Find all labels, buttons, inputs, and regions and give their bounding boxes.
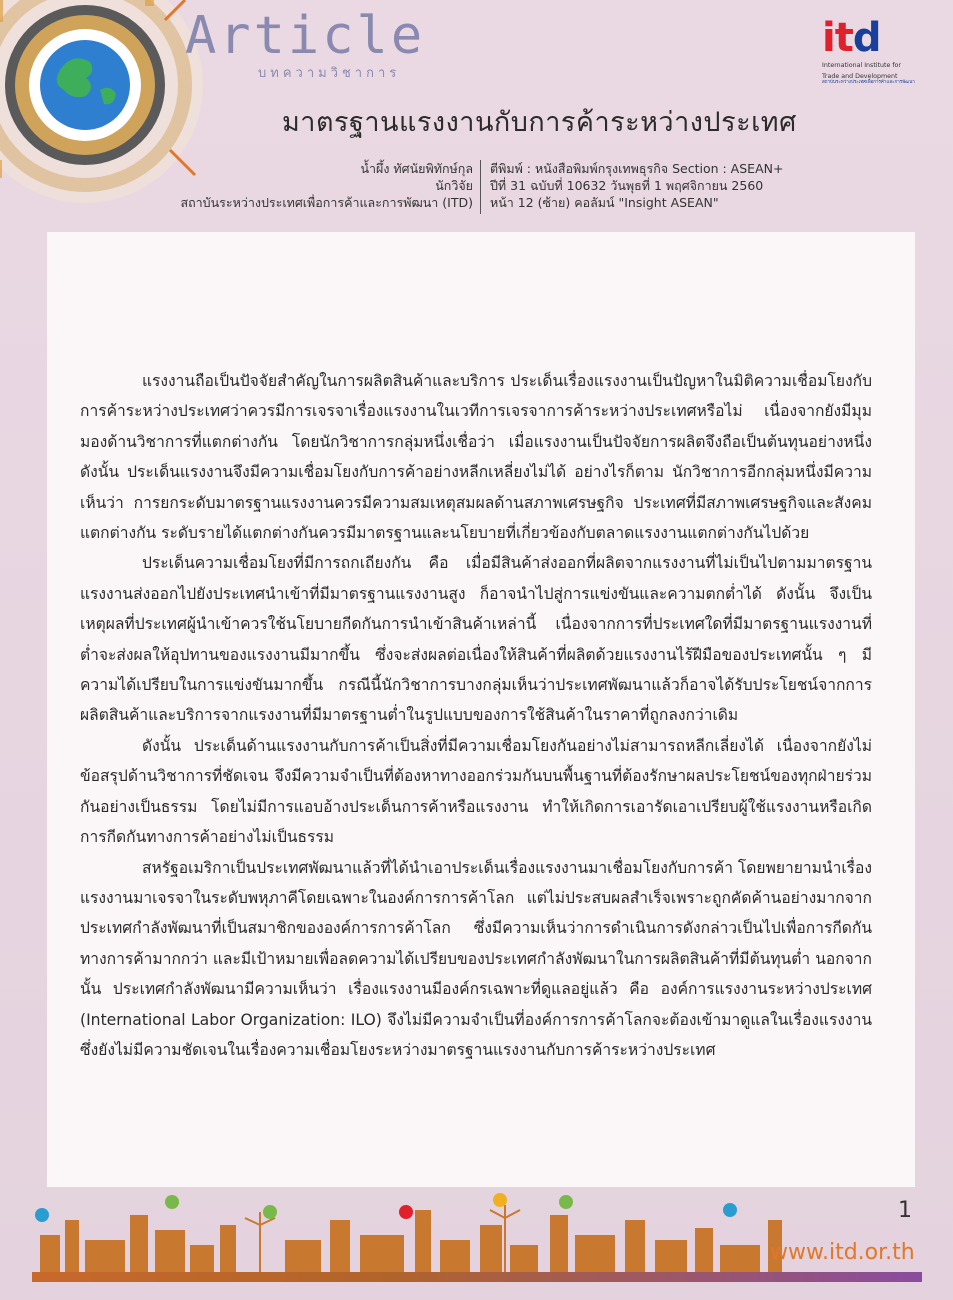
body-paragraph-4: สหรัฐอเมริกาเป็นประเทศพัฒนาแล้วที่ได้นำเอาประเด็นเรื่องแรงงานมาเชื่อมโยงกับการค้า โดยพยายามนำเรื่องแรงงานมาเจรจาในระดับพหุภาคีโดยเฉพาะในองค์การการค้าโลก แต่ไม่ประสบผลสำเร็จเพราะถูกคัดค้านอย่างมากจากประเทศกำลังพัฒนาที่เป็นสมาชิกขององค์การการค้าโลก ซึ่งมีความเห็นว่าการดำเนินการดังกล่าวเป็นไปเพื่อการกีดกันทางการค้ามากกว่า และมีเป้าหมายเพื่อลดความได้เปรียบของประเทศกำลังพัฒนาในการผลิตสินค้าที่มีต้นทุนต่ำ นอกจากนั้น ประเทศกำลังพัฒนามีความเห็นว่า เรื่องแรงงานมีองค์กรเฉพาะที่ดูแลอยู่แล้ว คือ องค์การแรงงานระหว่างประเทศ (International Labor Organization: ILO) จึงไม่มีความจำเป็นที่องค์การการค้าโลกจะต้องเข้ามาดูแลในเรื่องแรงงานซึ่งยังไม่มีความชัดเจนในเรื่องความเชื่อมโยงระหว่างมาตรฐานแรงงานกับการค้าระหว่างประเทศ — [80, 858, 873, 1059]
city-skyline-illustration — [30, 1190, 920, 1285]
header-divider — [480, 160, 481, 214]
article-subheading: บทความวิชาการ — [258, 66, 401, 81]
publication-line-2: ปีที่ 31 ฉบับที่ 10632 วันพุธที่ 1 พฤศจิกายน 2560 — [490, 178, 764, 193]
page-title: มาตรฐานแรงงานกับการค้าระหว่างประเทศ — [282, 107, 797, 138]
body-paragraph-1: แรงงานถือเป็นปัจจัยสำคัญในการผลิตสินค้าและบริการ ประเด็นเรื่องแรงงานเป็นปัญหาในมิติความเชื่อมโยงกับการค้าระหว่างประเทศว่าควรมีการเจรจาเรื่องแรงงานในเวทีการเจรจาการค้าระหว่างประเทศหรือไม่ เนื่องจากยังมีมุมมองด้านวิชาการที่แตกต่างกัน โดยนักวิชาการกลุ่มหนึ่งเชื่อว่า เมื่อแรงงานเป็นปัจจัยการผลิตจึงถือเป็นต้นทุนอย่างหนึ่ง ดังนั้น ประเด็นแรงงานจึงมีความเชื่อมโยงกับการค้าอย่างหลีกเหลี่ยงไม่ได้ อย่างไรก็ตาม นักวิชาการอีกกลุ่มหนึ่งมีความเห็นว่า การยกระดับมาตรฐานแรงงานควรมีความสมเหตุสมผลด้านสภาพเศรษฐกิจ ประเทศที่มีสภาพเศรษฐกิจและสังคมแตกต่างกัน ระดับรายได้แตกต่างกันควรมีมาตรฐานและนโยบายที่เกี่ยวข้องกับตลาดแรงงานแตกต่างกันไปด้วย — [80, 372, 872, 543]
body-paragraph-3: ดังนั้น ประเด็นด้านแรงงานกับการค้าเป็นสิ่งที่มีความเชื่อมโยงกันอย่างไม่สามารถหลีกเลี่ยงได้ เนื่องจากยังไม่ข้อสรุปด้านวิชาการที่ชัดเจน จึงมีความจำเป็นที่ต้องหาทางออกร่วมกันบนพื้นฐานที่ต้องรักษาผลประโยชน์ของทุกฝ่ายร่วมกันอย่างเป็นธรรม โดยไม่มีการแอบอ้างประเด็นการค้าหรือแรงงาน ทำให้เกิดการเอารัดเอาเปรียบผู้ใช้แรงงานหรือเกิดการกีดกันทางการค้าอย่างไม่เป็นธรรม — [80, 736, 872, 847]
author-organization: สถาบันระหว่างประเทศเพื่อการค้าและการพัฒนา (ITD) — [180, 195, 473, 210]
globe-emblem-icon — [0, 0, 210, 210]
itd-logo-name-line1: International Institute for — [822, 62, 902, 69]
itd-logo-name-line2: Trade and Development — [822, 73, 898, 80]
author-name: น้ำผึ้ง ทัศนัยพิทักษ์กุล — [360, 161, 473, 176]
article-body — [80, 366, 872, 1065]
publication-line-1: ตีพิมพ์ : หนังสือพิมพ์กรุงเทพธุรกิจ Section : ASEAN+ — [490, 161, 784, 176]
publication-line-3: หน้า 12 (ซ้าย) คอลัมน์ "Insight ASEAN" — [490, 195, 719, 210]
website-link[interactable]: www.itd.or.th — [770, 1240, 915, 1265]
article-heading: Article — [185, 6, 426, 66]
body-paragraph-2: ประเด็นความเชื่อมโยงที่มีการถกเถียงกัน คือ เมื่อมีสินค้าส่งออกที่ผลิตจากแรงงานที่ไม่เป็นไปตามมาตรฐานแรงงานส่งออกไปยังประเทศนำเข้าที่มีมาตรฐานแรงงานสูง ก็อาจนำไปสู่การแข่งขันและความตกต่ำได้ ดังนั้น จึงเป็นเหตุผลที่ประเทศผู้นำเข้าควรใช้นโยบายกีดกันการนำเข้าสินค้าเหล่านี้ เนื่องจากการที่ประเทศใดที่มีมาตรฐานแรงงานที่ต่ำจะส่งผลให้อุปทานของแรงงานมีมากขึ้น ซึ่งจะส่งผลต่อเนื่องให้สินค้าที่ผลิตด้วยแรงงานไร้ฝีมือของประเทศนั้น ๆ มีความได้เปรียบในการแข่งขันมากขึ้น กรณีนี้นักวิชาการบางกลุ่มเห็นว่าประเทศพัฒนาแล้วก็อาจได้รับประโยชน์จากการผลิตสินค้าและบริการจากแรงงานที่มีมาตรฐานต่ำในรูปแบบของการใช้สินค้าในราคาที่ถูกลงกว่าเดิม — [80, 554, 872, 725]
itd-logo-wordmark: itd — [822, 15, 881, 61]
author-position: นักวิจัย — [435, 178, 473, 193]
page-number: 1 — [898, 1198, 912, 1223]
itd-logo — [822, 15, 922, 96]
author-block — [180, 160, 473, 211]
publication-block — [490, 160, 783, 211]
itd-logo-thai-line: สถาบันระหว่างประเทศเพื่อการค้าและการพัฒนา — [822, 80, 915, 85]
footer-bar — [32, 1272, 922, 1282]
